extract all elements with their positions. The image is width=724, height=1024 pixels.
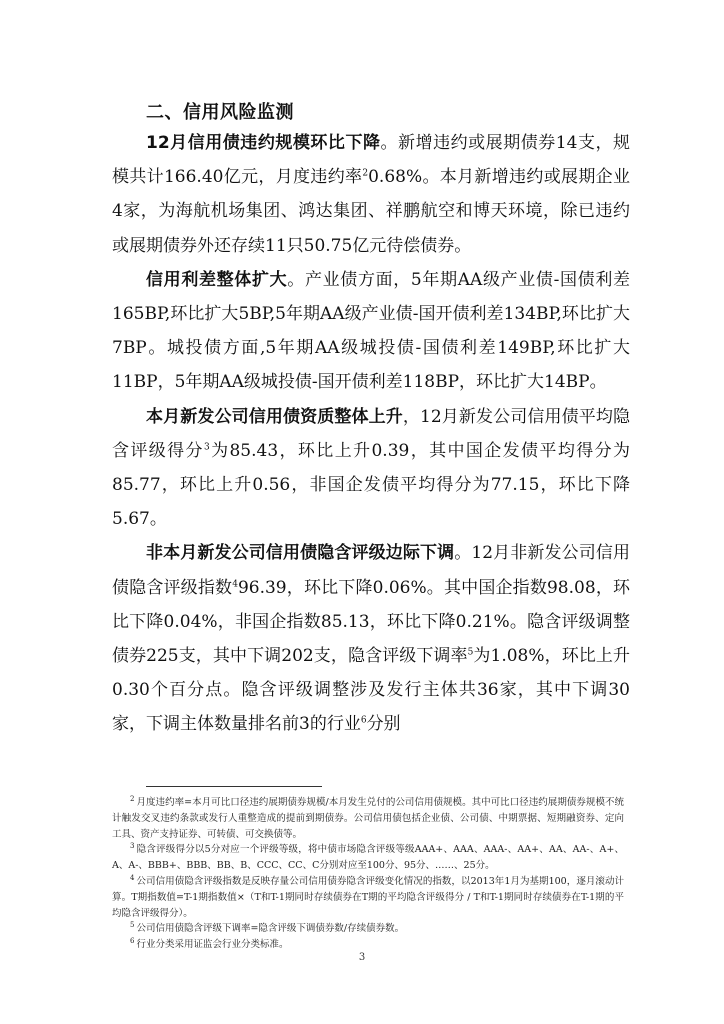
- paragraph-lead: 信用利差整体扩大: [146, 269, 288, 290]
- page-number: 3: [358, 952, 366, 963]
- footnotes: [112, 795, 624, 953]
- paragraph-new-issuance-quality: [112, 400, 630, 537]
- footnote-text: 行业分类采用证监会行业分类标准。: [136, 939, 289, 951]
- footnote-mark: 5: [130, 921, 135, 930]
- paragraph-text: 。产业债方面，5年期AA级产业债-国债利差165BP,环比扩大5BP,5年期AA级产业债-国开债利差134BP,环比扩大7BP。城投债方面,5年期AA级城投债-国债利差149BP,环比扩大11BP，5年期AA级城投债-国开债利差118BP，环比扩大14BP。: [112, 269, 630, 393]
- footnote-mark: 2: [130, 794, 135, 803]
- footnote: [112, 921, 624, 937]
- footnote-text: 月度违约率=本月可比口径违约展期债券规模/本月发生兑付的公司信用债规模。其中可比口径违约展期债券规模不统计触发交叉违约条款或发行人重整造成的提前到期债券。公司信用债包括企业债、公司债、中期票据、短期融资券、定向工具、资产支持证券、可转债、可交换债等。: [112, 797, 624, 840]
- footnote-mark: 3: [130, 842, 135, 851]
- footnote-text: 隐含评级得分以5分对应一个评级等级，将中债市场隐含评级等级AAA+、AAA、AAA-、AA+、AA、AA-、A+、A、A-、BBB+、BBB、BB、B、CCC、CC、C分别对应至100分、95分、……、25分。: [112, 844, 624, 872]
- footnote-divider: [146, 786, 322, 787]
- paragraph-lead: 本月新发公司信用债资质整体上升: [146, 406, 403, 427]
- section-heading: 二、信用风险监测: [146, 102, 294, 123]
- footnote-reference: 6: [360, 715, 367, 726]
- paragraph-implied-rating: [112, 536, 630, 741]
- footnote: [112, 795, 624, 842]
- paragraph-lead: 非本月新发公司信用债隐含评级边际下调: [146, 543, 455, 564]
- footnote: [112, 874, 624, 921]
- paragraph-text: 为85.43，环比上升0.39，其中国企发债平均得分为85.77，环比上升0.56，非国企发债平均得分为77.15，环比下降5.67。: [112, 440, 630, 530]
- paragraph-text: 分别: [366, 714, 401, 735]
- footnote-reference: 4: [232, 578, 238, 589]
- body-text: [112, 126, 630, 742]
- paragraph-text: 96.39，环比下降0.06%。其中国企指数98.08，环比下降0.04%，非国企指数85.13，环比下降0.21%。隐含评级调整债券225支，其中下调202支，隐含评级下调率: [112, 577, 631, 667]
- paragraph-text: 为1.08%，环比上升0.30个百分点。隐含评级调整涉及发行主体共36家，其中下调30家，下调主体数量排名前3的行业: [112, 646, 630, 735]
- paragraph-text: 。新增违约或展期债券14支，规模共计166.40亿元，月度违约率: [112, 133, 630, 188]
- footnote: [112, 842, 624, 874]
- paragraph-text: 。12月非新发公司信用债隐含评级指数: [112, 543, 631, 598]
- footnote-mark: 6: [130, 937, 135, 946]
- footnote-reference: 3: [203, 442, 210, 453]
- paragraph-text: 0.68%。本月新增违约或展期企业4家，为海航机场集团、鸿达集团、祥鹏航空和博天环境，除已违约或展期债券外还存续11只50.75亿元待偿债券。: [112, 167, 630, 256]
- paragraph-text: ，12月新发公司信用债平均隐含评级得分: [112, 406, 630, 461]
- paragraph-credit-spread: [112, 263, 630, 400]
- paragraph-default-volume: [112, 126, 630, 263]
- footnote-reference: 5: [467, 647, 474, 658]
- footnote: [112, 937, 624, 953]
- footnote-reference: 2: [362, 168, 369, 179]
- footnote-text: 公司信用债隐含评级指数是反映存量公司信用债券隐含评级变化情况的指数，以2013年1月为基期100，逐月滚动计算。T期指数值=T-1期指数值×（T和T-1期同时存续债券在T期的平均隐含评级得分 / T和T-1期同时存续债券在T-1期的平均隐含评级得分）。: [112, 875, 624, 919]
- paragraph-lead: 12月信用债违约规模环比下降: [146, 133, 381, 153]
- footnote-mark: 4: [130, 873, 135, 882]
- footnote-text: 公司信用债隐含评级下调率=隐含评级下调债券数/存续债券数。: [136, 923, 405, 935]
